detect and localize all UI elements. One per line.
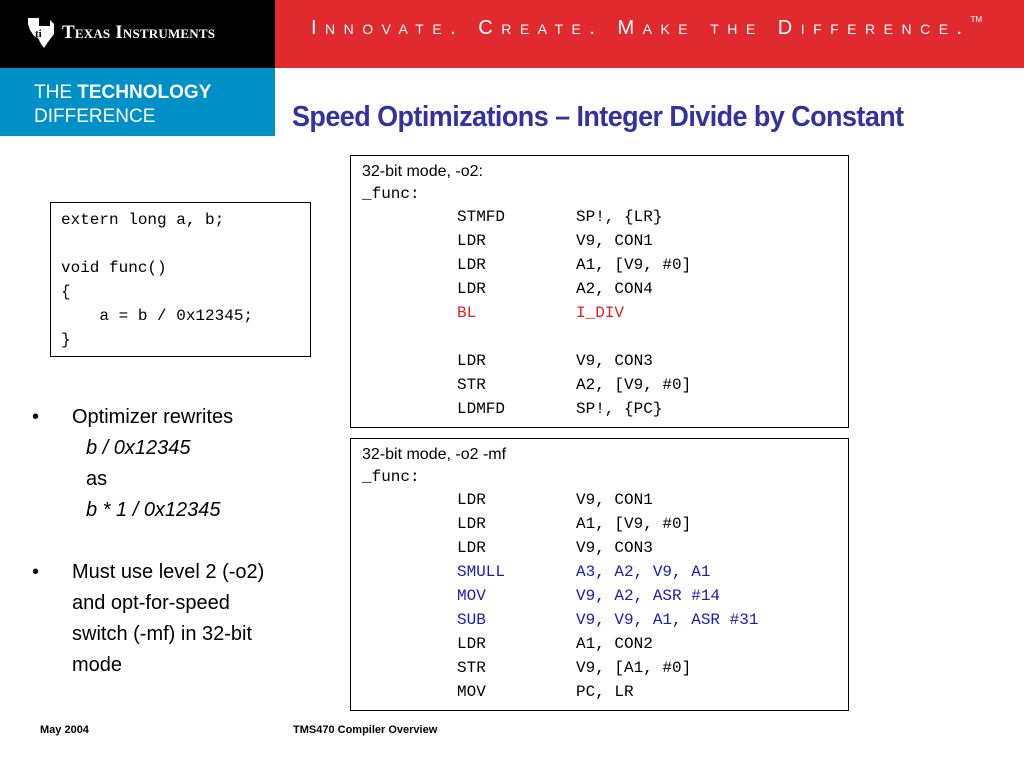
assembly-opcode: STR [457, 659, 486, 677]
assembly-opcode: SUB [457, 611, 486, 629]
assembly-line [362, 349, 848, 373]
assembly-operands: A1, [V9, #0] [576, 515, 692, 533]
assembly-operands: A3, A2, V9, A1 [576, 563, 711, 581]
assembly-opcode: BL [457, 304, 477, 322]
assembly-heading: 32-bit mode, -o2: [362, 163, 483, 180]
assembly-box-o2-mf [350, 438, 849, 711]
assembly-line [362, 488, 848, 512]
assembly-heading: 32-bit mode, -o2 -mf [362, 446, 507, 463]
assembly-operands: V9, CON3 [576, 352, 653, 370]
assembly-operands: V9, CON1 [576, 491, 653, 509]
assembly-opcode: LDR [457, 515, 486, 533]
assembly-operands: A1, [V9, #0] [576, 256, 692, 274]
footer-date: May 2004 [40, 724, 89, 736]
assembly-operands: SP!, {LR} [576, 208, 663, 226]
assembly-operands: SP!, {PC} [576, 400, 663, 418]
assembly-opcode: LDR [457, 280, 486, 298]
assembly-line [362, 680, 848, 704]
source-line: void func() [61, 259, 167, 277]
assembly-opcode: STR [457, 376, 486, 394]
assembly-box-o2 [350, 155, 849, 428]
bullet-text: Must use level 2 (-o2) [72, 561, 265, 583]
assembly-opcode: LDR [457, 491, 486, 509]
assembly-line [362, 632, 848, 656]
assembly-opcode: LDMFD [457, 400, 506, 418]
tech-line-2: DIFFERENCE [34, 106, 156, 127]
assembly-line [362, 205, 848, 229]
assembly-opcode: LDR [457, 539, 486, 557]
assembly-line [362, 277, 848, 301]
bullet-list [30, 402, 340, 681]
assembly-lines [362, 488, 848, 704]
tagline-words: Innovate. Create. Make the Difference. [311, 17, 971, 39]
tech-word-technology: TECHNOLOGY [77, 82, 212, 103]
assembly-line [362, 584, 848, 608]
source-code-box [50, 202, 311, 357]
assembly-label: _func: [362, 468, 420, 486]
assembly-label: _func: [362, 185, 420, 203]
source-line: } [61, 331, 71, 349]
bullet-text: and opt-for-speed [72, 592, 230, 614]
assembly-operands: A1, CON2 [576, 635, 653, 653]
assembly-opcode [457, 325, 467, 349]
assembly-opcode: STMFD [457, 208, 506, 226]
tech-word-the: THE [34, 82, 72, 103]
assembly-lines [362, 205, 848, 421]
bullet-item [30, 557, 340, 681]
bullet-dot: • [32, 561, 40, 583]
assembly-operands: I_DIV [576, 304, 625, 322]
assembly-opcode: LDR [457, 352, 486, 370]
bullet-text: switch (-mf) in 32-bit [72, 623, 253, 645]
tagline-banner [275, 0, 1024, 68]
svg-text:ti: ti [35, 28, 42, 40]
assembly-operands: A2, [V9, #0] [576, 376, 692, 394]
assembly-line [362, 253, 848, 277]
assembly-line [362, 301, 848, 325]
bullet-expression: b * 1 / 0x12345 [86, 499, 221, 521]
tagline-text [311, 17, 982, 40]
assembly-opcode: MOV [457, 683, 486, 701]
footer-title: TMS470 Compiler Overview [293, 724, 438, 736]
source-line: { [61, 283, 71, 301]
trademark-mark: TM [970, 15, 983, 24]
assembly-operands [576, 325, 586, 349]
assembly-operands: A2, CON4 [576, 280, 653, 298]
bullet-dot: • [32, 406, 40, 428]
assembly-opcode: LDR [457, 635, 486, 653]
source-line [61, 232, 310, 256]
assembly-line [362, 560, 848, 584]
assembly-line [362, 325, 848, 349]
assembly-line [362, 229, 848, 253]
assembly-line [362, 608, 848, 632]
bullet-text: Optimizer rewrites [72, 406, 234, 428]
assembly-operands: PC, LR [576, 683, 634, 701]
bullet-expression: b / 0x12345 [86, 437, 191, 459]
texas-state-logo-icon [26, 16, 56, 50]
assembly-operands: V9, CON3 [576, 539, 653, 557]
assembly-operands: V9, A2, ASR #14 [576, 587, 721, 605]
source-line: extern long a, b; [61, 211, 225, 229]
assembly-operands: V9, V9, A1, ASR #31 [576, 611, 759, 629]
assembly-line [362, 536, 848, 560]
assembly-line [362, 373, 848, 397]
bullet-text: as [86, 468, 108, 490]
technology-difference-banner [0, 68, 275, 136]
assembly-line [362, 397, 848, 421]
assembly-line [362, 656, 848, 680]
assembly-line [362, 512, 848, 536]
assembly-operands: V9, CON1 [576, 232, 653, 250]
assembly-opcode: LDR [457, 256, 486, 274]
assembly-opcode: SMULL [457, 563, 506, 581]
assembly-opcode: LDR [457, 232, 486, 250]
assembly-opcode: MOV [457, 587, 486, 605]
slide-title: Speed Optimizations – Integer Divide by Constant [292, 101, 904, 133]
assembly-operands: V9, [A1, #0] [576, 659, 692, 677]
ti-logo-area [0, 0, 275, 68]
brand-name: Texas Instruments [62, 22, 216, 43]
tech-line-1 [34, 82, 211, 104]
source-line: a = b / 0x12345; [61, 307, 254, 325]
bullet-item [30, 402, 340, 526]
bullet-text: mode [72, 654, 123, 676]
